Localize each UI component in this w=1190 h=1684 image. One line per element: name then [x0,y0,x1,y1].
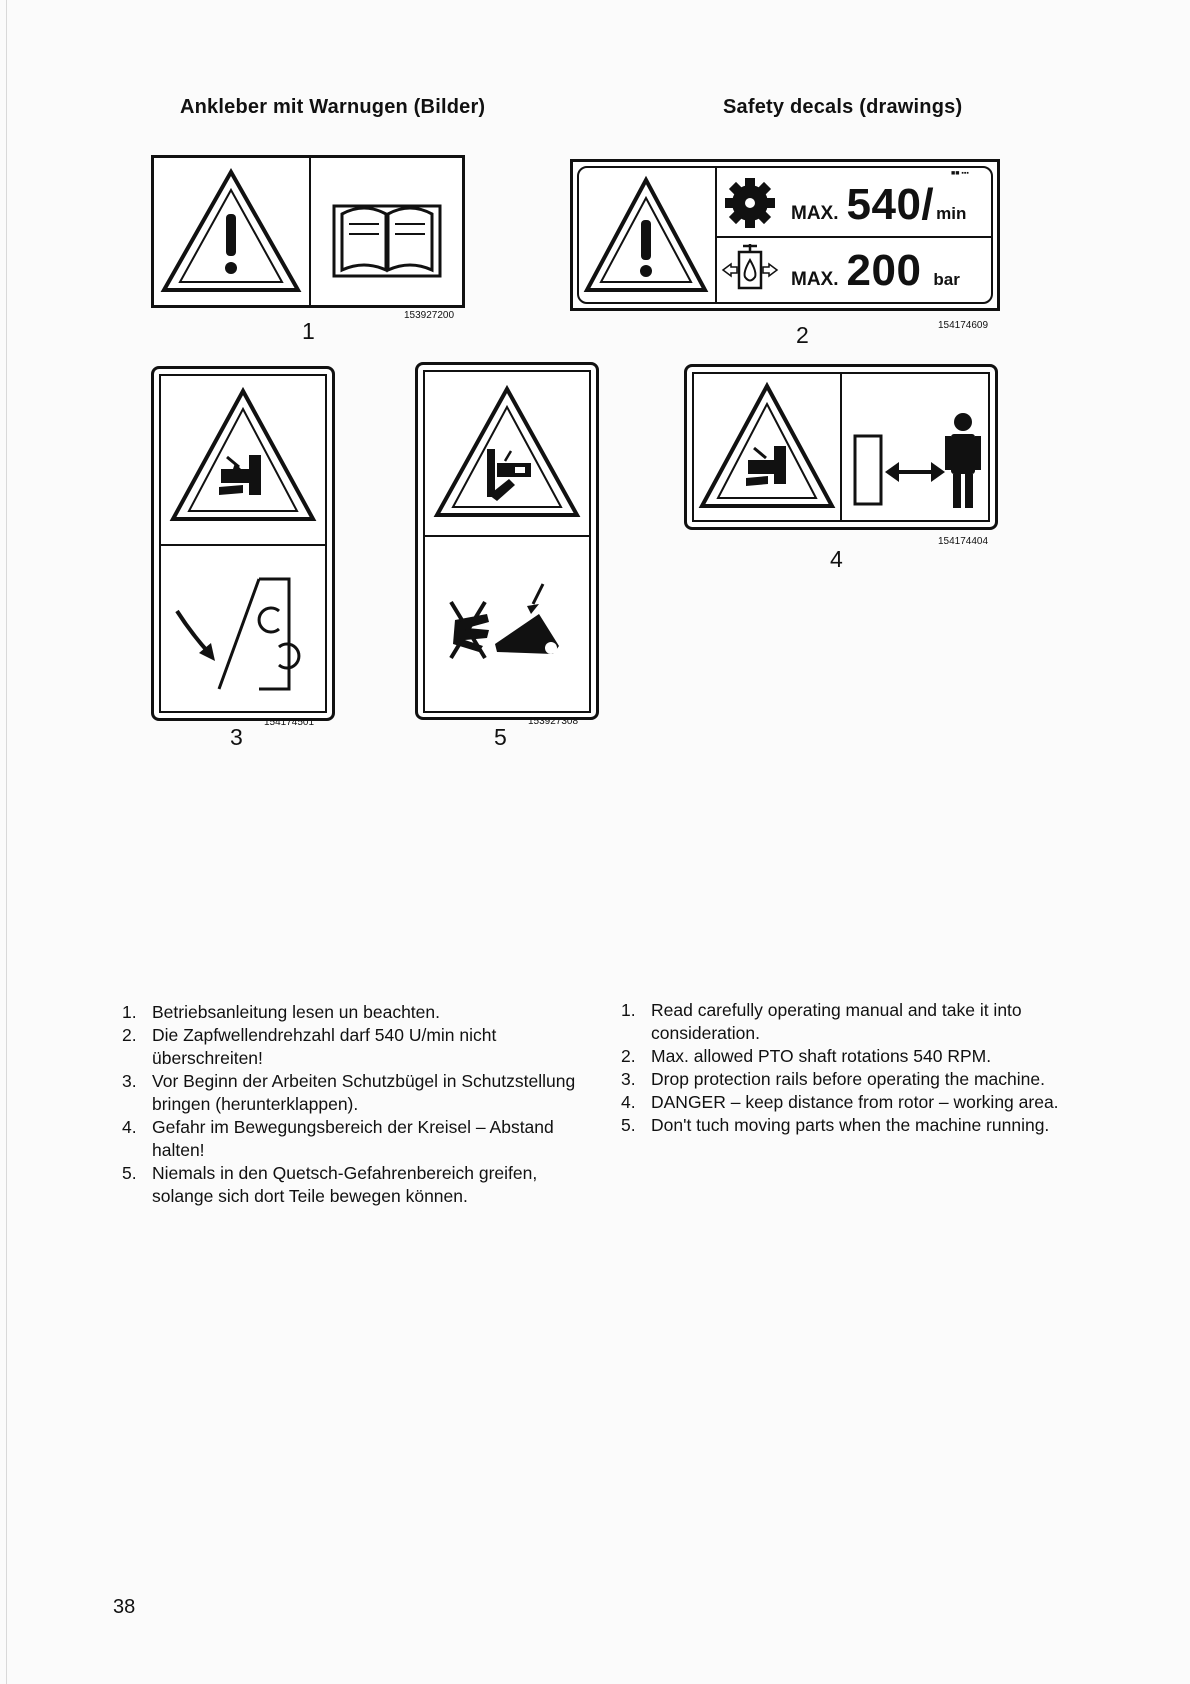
decal-4-right-cell [845,376,989,518]
list-item: 2. Max. allowed PTO shaft rotations 540 RPM. [621,1046,992,1066]
decal-5-top-cell [427,375,587,531]
decal-3-bottom-cell [163,549,323,709]
protection-rail-icon [163,549,323,709]
pto-max-unit: min [936,204,967,223]
pressure-max-unit: bar [933,270,960,289]
decal-3-number: 3 [230,724,243,750]
crush-hazard-icon [163,379,323,539]
pressure-max-label: MAX. [791,269,839,290]
decal-3 [151,366,335,721]
decal-1-part-code: 153927200 [404,310,455,321]
keep-distance-icon [845,376,989,518]
list-item: 4. DANGER – keep distance from rotor – working area. [621,1092,1059,1112]
decal-2-corner-mark: ■■ ▪▪▪ [951,170,969,177]
hand-crush-hazard-icon [427,375,587,531]
pto-max-line [791,180,966,230]
list-item: 3. Vor Beginn der Arbeiten Schutzbügel in Schutzstellung bringen (herunterklappen). [122,1071,576,1114]
decal-1-manual-cell [314,162,460,303]
list-item: 1. Read carefully operating manual and take it into consideration. [621,1000,1022,1043]
heading-english: Safety decals (drawings) [723,96,963,118]
decal-5-part-code: 153927308 [528,716,579,727]
crush-hazard-icon [696,376,838,518]
hydraulic-pressure-icon [719,242,781,298]
decal-3-part-code: 154174501 [264,717,315,728]
instructions-german [118,1001,578,1208]
pto-max-value: 540/ [846,180,935,229]
decal-1 [151,155,465,308]
decal-2-warning-cell [581,170,711,300]
list-item: 3. Drop protection rails before operating the machine. [621,1069,1045,1089]
list-item: 4. Gefahr im Bewegungsbereich der Kreisel – Abstand halten! [122,1117,554,1160]
do-not-touch-icon [427,540,587,708]
decal-4-number: 4 [830,546,843,572]
warning-triangle-icon [158,162,304,303]
decal-2-divider-v [715,166,717,304]
decal-5 [415,362,599,720]
page-number: 38 [113,1596,136,1618]
list-item: 5. Don't tuch moving parts when the machine running. [621,1115,1050,1135]
decal-4-part-code: 154174404 [938,536,989,547]
pto-gear-icon [723,176,777,230]
decal-2 [570,159,1000,311]
instructions-english [617,999,1097,1137]
list-item: 2. Die Zapfwellendrehzahl darf 540 U/min nicht überschreiten! [122,1025,497,1068]
decal-3-divider [159,544,327,546]
pto-max-label: MAX. [791,203,839,224]
warning-triangle-icon [581,170,711,300]
decal-3-top-cell [163,379,323,539]
decal-1-number: 1 [302,318,315,344]
decal-4-left-cell [696,376,838,518]
list-item: 1. Betriebsanleitung lesen un beachten. [122,1002,440,1022]
manual-book-icon [314,162,460,303]
decal-2-divider-h [715,236,993,238]
decal-1-divider [309,158,311,305]
heading-german: Ankleber mit Warnugen (Bilder) [180,96,486,118]
decal-5-number: 5 [494,724,507,750]
decal-5-bottom-cell [427,540,587,708]
decal-4 [684,364,998,530]
decal-5-divider [423,535,591,537]
decal-2-number: 2 [796,322,809,348]
decal-1-warning-cell [158,162,304,303]
pressure-max-value: 200 [846,246,922,295]
pressure-max-line [791,246,960,296]
decal-2-part-code: 154174609 [938,320,989,331]
page-edge [6,0,7,1684]
list-item: 5. Niemals in den Quetsch-Gefahrenbereich greifen, solange sich dort Teile bewegen können. [122,1163,538,1206]
decal-4-divider [840,372,842,522]
